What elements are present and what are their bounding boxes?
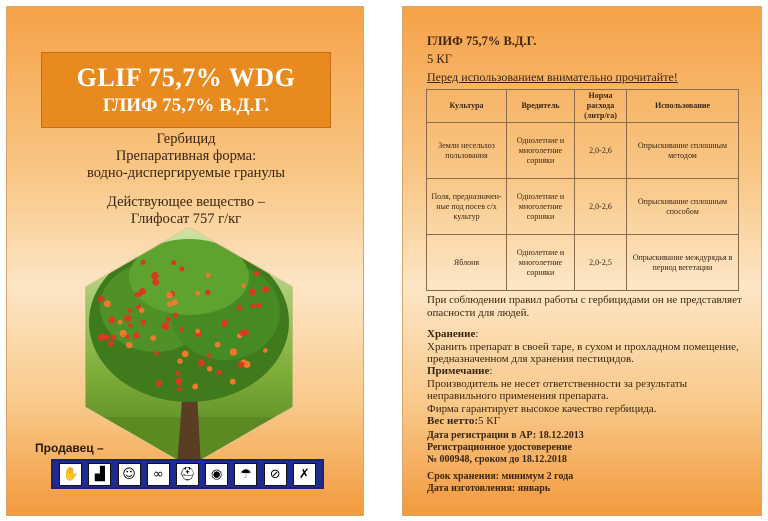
face-shield-icon: ☺ [118, 463, 141, 486]
cell-usage: Опрыскивание междурядья в период вегетации [627, 235, 739, 291]
header-rate: Норма расхода (литр/га) [575, 90, 627, 123]
cell-rate: 2,0-2,5 [575, 235, 627, 291]
form-value: водно-диспергируемые гранулы [86, 165, 286, 181]
front-label [6, 6, 364, 516]
net-weight-value: 5 КГ [478, 415, 500, 427]
no-animals-icon: ⊘ [264, 463, 287, 486]
goggles-icon: ∞ [147, 463, 170, 486]
table-row [427, 235, 739, 291]
table-row [427, 123, 739, 179]
cell-pest: Однолетние и многолетние сорняки [507, 179, 575, 235]
cell-pest: Однолетние и многолетние сорняки [507, 123, 575, 179]
product-title-cyrillic: ГЛИФ 75,7% В.Д.Г. [102, 95, 270, 116]
note-text-1: Производитель не несет ответственности за результаты неправильного применения препарата. [427, 377, 688, 402]
product-type: Гербицид [156, 131, 216, 147]
table-header-row [427, 90, 739, 123]
header-crop: Культура [427, 90, 507, 123]
back-weight: 5 КГ [427, 52, 452, 66]
registration-date: Дата регистрации в АР: 18.12.2013 [427, 430, 584, 441]
registration-certificate: Регистрационное удостоверение [427, 442, 572, 453]
net-weight-label: Вес нетто: [427, 415, 479, 427]
header-usage: Использование [627, 90, 739, 123]
cell-pest: Однолетние и многолетние сорняки [507, 235, 575, 291]
safety-pictogram-strip [51, 459, 324, 489]
boots-icon: ▟ [88, 463, 111, 486]
cell-rate: 2,0-2,6 [575, 123, 627, 179]
back-label [402, 6, 762, 516]
apron-icon: ⛑ [176, 463, 199, 486]
note-label: Примечание [427, 365, 490, 377]
note-section: Примечание: Производитель не несет ответственности за результаты неправильного применения препарата. Фирма гарантирует высокое качество гербицида. Вес нетто:5 КГ [427, 365, 688, 427]
storage-label: Хранение [427, 328, 476, 340]
registration-number: № 000948, сроком до 18.12.2018 [427, 454, 567, 465]
manufacture-date: Дата изготовления: январь [427, 483, 551, 494]
form-label: Препаративная форма: [115, 148, 257, 164]
product-title-latin: GLIF 75,7% WDG [76, 63, 296, 92]
cell-crop: Яблоня [427, 235, 507, 291]
safety-note: При соблюдении правил работы с гербицидами он не представляет опасности для людей. [427, 294, 742, 319]
no-fish-icon: ✗ [293, 463, 316, 486]
back-product-name: ГЛИФ 75,7% В.Д.Г. [427, 34, 537, 48]
cell-usage: Опрыскивание сплошным способом [627, 179, 739, 235]
note-text-2: Фирма гарантирует высокое качество гербицида. [427, 402, 657, 415]
read-before-use-warning: Перед использованием внимательно прочитайте! [427, 70, 678, 84]
active-ingredient-value: Глифосат 757 г/кг [130, 211, 242, 227]
usage-table [426, 89, 739, 291]
respirator-icon: ◉ [205, 463, 228, 486]
active-ingredient-label: Действующее вещество – [107, 194, 265, 210]
seller-label: Продавец – [35, 441, 104, 455]
cell-crop: Поля, предназначен-ные под посев с/х культур [427, 179, 507, 235]
cell-crop: Земли несельхоз пользования [427, 123, 507, 179]
header-pest: Вредитель [507, 90, 575, 123]
cell-usage: Опрыскивание сплошным методом [627, 123, 739, 179]
shelf-life: Срок хранения: минимум 2 года [427, 471, 574, 482]
cell-rate: 2,0-2,6 [575, 179, 627, 235]
apple-tree-image [85, 227, 293, 467]
gloves-icon: ✋ [59, 463, 82, 486]
storage-text: Хранить препарат в своей таре, в сухом и прохладном помещение, предназначенном для хранения пестицидов. [427, 340, 739, 365]
storage-section: Хранение: Хранить препарат в своей таре, в сухом и прохладном помещение, предназначенном для хранения пестицидов. [427, 328, 739, 365]
table-row [427, 179, 739, 235]
wash-hands-icon: ☂ [234, 463, 257, 486]
title-box [41, 52, 331, 128]
